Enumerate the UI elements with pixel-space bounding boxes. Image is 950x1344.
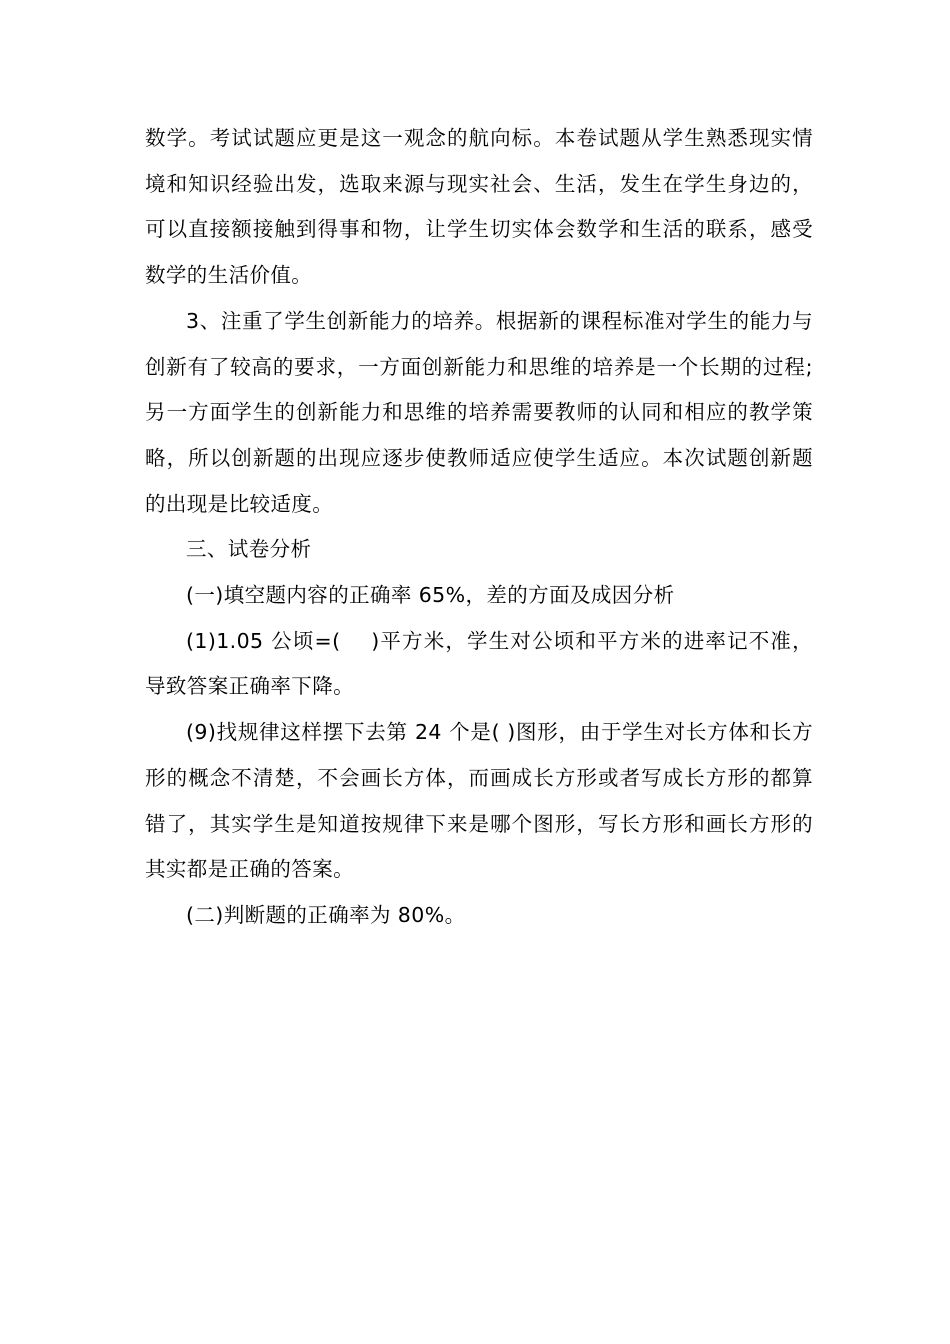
subheading-fill-blank: (一)填空题内容的正确率 65%，差的方面及成因分析 [186, 583, 675, 608]
paragraph-innovation: 3、注重了学生创新能力的培养。根据新的课程标准对学生的能力与创新有了较高的要求，一方面创新能力和思维的培养是一个长期的过程;另一方面学生的创新能力和思维的培养需要教师的认同和相应的教学策略，所以创新题的出现应逐步使教师适应使学生适应。本次试题创新题的出现是比较适度。 [145, 308, 813, 516]
paragraph-item-1: (1)1.05 公顷=( )平方米，学生对公顷和平方米的进率记不准，导致答案正确率下降。 [145, 628, 813, 699]
paragraph-continuation: 数学。考试试题应更是这一观念的航向标。本卷试题从学生熟悉现实情境和知识经验出发，选取来源与现实社会、生活，发生在学生身边的，可以直接额接触到得事和物，让学生切实体会数学和生活的联系，感受数学的生活价值。 [145, 126, 813, 288]
subheading-true-false: (二)判断题的正确率为 80%。 [186, 902, 466, 927]
document-body [145, 116, 813, 939]
paragraph-item-9: (9)找规律这样摆下去第 24 个是( )图形，由于学生对长方体和长方形的概念不清楚，不会画长方体，而画成长方形或者写成长方形的都算错了，其实学生是知道按规律下来是哪个图形，写长方形和画长方形的其实都是正确的答案。 [145, 720, 813, 882]
section-heading-analysis: 三、试卷分析 [186, 537, 312, 562]
